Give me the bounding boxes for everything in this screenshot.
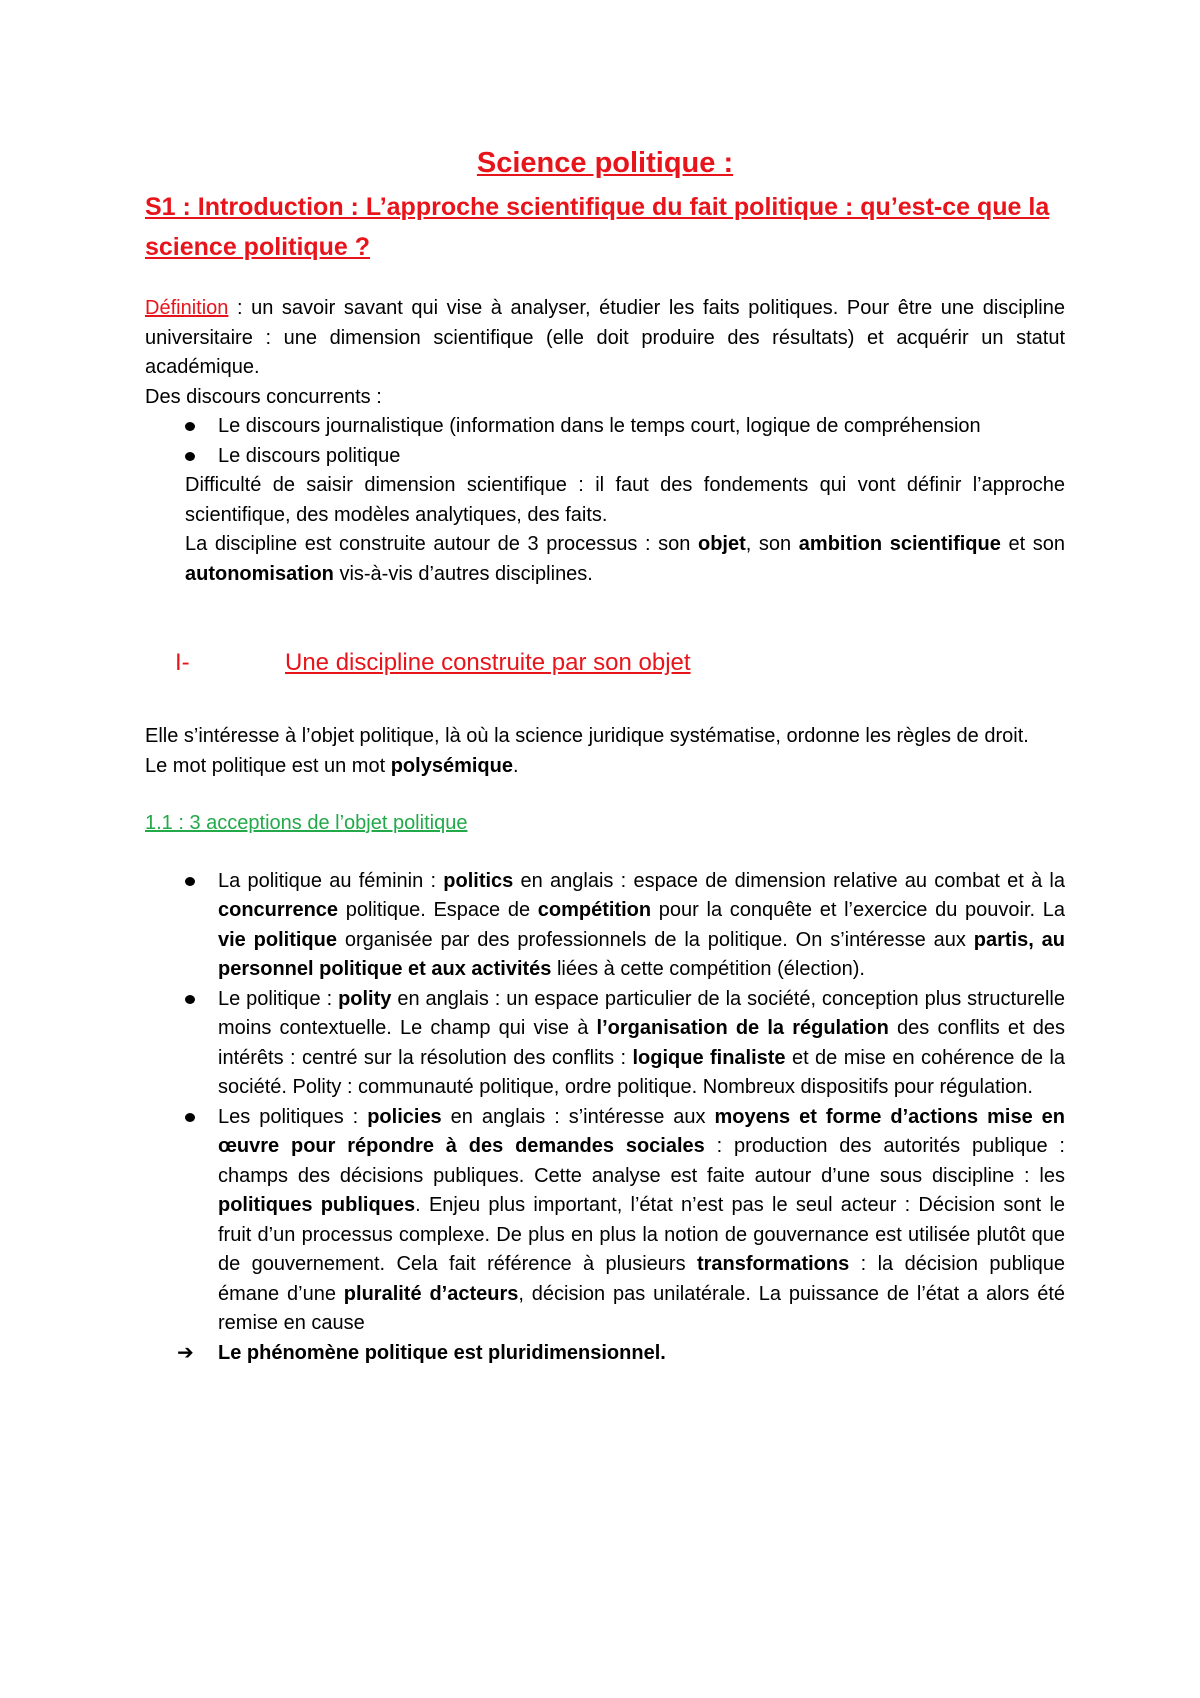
list-item: Le politique : polity en anglais : un espace particulier de la société, conception plus structurelle moins contextuelle. Le champ qui vise à l’organisation de la régulation des conflits et des intérêts : centré sur la résolution des conflits : logique finaliste et de mise en cohérence de la société. Polity : communauté politique, ordre politique. Nombreux dispositifs pour régulation.: [145, 985, 1065, 1103]
discours-list: [145, 412, 1065, 471]
discours-intro: Des discours concurrents :: [145, 385, 382, 408]
list-item: Les politiques : policies en anglais : s’intéresse aux moyens et forme d’actions mise en œuvre pour répondre à des demandes sociales : production des autorités publique : champs des décisions publiques. Cette analyse est faite autour d’une sous discipline : les politiques publiques. Enjeu plus important, l’état n’est pas le seul acteur : Décision sont le fruit d’un processus complexe. De plus en plus la notion de gouvernance est utilisée plutôt que de gouvernement. Cela fait référence à plusieurs transformations : la décision publique émane d’une pluralité d’acteurs, décision pas unilatérale. La puissance de l’état a alors été remise en cause: [145, 1103, 1065, 1339]
arrow-right-icon: ➔: [177, 1341, 194, 1364]
definition-text: : un savoir savant qui vise à analyser, étudier les faits politiques. Pour être une discipline universitaire : une dimension scientifique (elle doit produire des résultats) et acquérir un statut académique.: [145, 297, 1065, 378]
bullet-icon: [185, 452, 195, 461]
conclusion-line: [145, 1339, 1065, 1369]
section-paragraph: Le mot politique est un mot polysémique.: [145, 754, 519, 777]
difficulte-paragraph: Difficulté de saisir dimension scientifique : il faut des fondements qui vont définir l’approche scientifique, des modèles analytiques, des faits.: [185, 474, 1065, 526]
conclusion-text: Le phénomène politique est pluridimensionnel.: [218, 1341, 666, 1364]
subsection-heading: 1.1 : 3 acceptions de l’objet politique: [145, 812, 468, 834]
list-item: La politique au féminin : politics en anglais : espace de dimension relative au combat et à la concurrence politique. Espace de compétition pour la conquête et l’exercice du pouvoir. La vie politique organisée par des professionnels de la politique. On s’intéresse aux partis, au personnel politique et aux activités liées à cette compétition (élection).: [145, 867, 1065, 985]
list-item: Le discours journalistique (information dans le temps court, logique de compréhension: [145, 412, 1065, 442]
list-item: Le discours politique: [145, 442, 1065, 472]
section-title: Une discipline construite par son objet: [285, 649, 691, 676]
section-number: I-: [175, 649, 190, 676]
bullet-icon: [185, 1113, 195, 1122]
definition-label: Définition: [145, 297, 229, 319]
document-subtitle: S1 : Introduction : L’approche scientifique du fait politique : qu’est-ce que la science politique ?: [145, 193, 1050, 261]
document-title: Science politique :: [476, 147, 734, 179]
bullet-icon: [185, 422, 195, 431]
spacer: [145, 267, 1065, 294]
document-content: [145, 145, 1065, 1368]
section-paragraph: Elle s’intéresse à l’objet politique, là où la science juridique systématise, ordonne les règles de droit.: [145, 725, 1029, 747]
bullet-icon: [185, 877, 195, 886]
processus-paragraph: La discipline est construite autour de 3 processus : son objet, son ambition scientifique et son autonomisation vis-à-vis d’autres disciplines.: [185, 533, 1065, 585]
acceptions-list: [145, 867, 1065, 1339]
definition-paragraph: [145, 294, 1065, 383]
bullet-icon: [185, 995, 195, 1004]
section-heading: [145, 647, 1065, 679]
